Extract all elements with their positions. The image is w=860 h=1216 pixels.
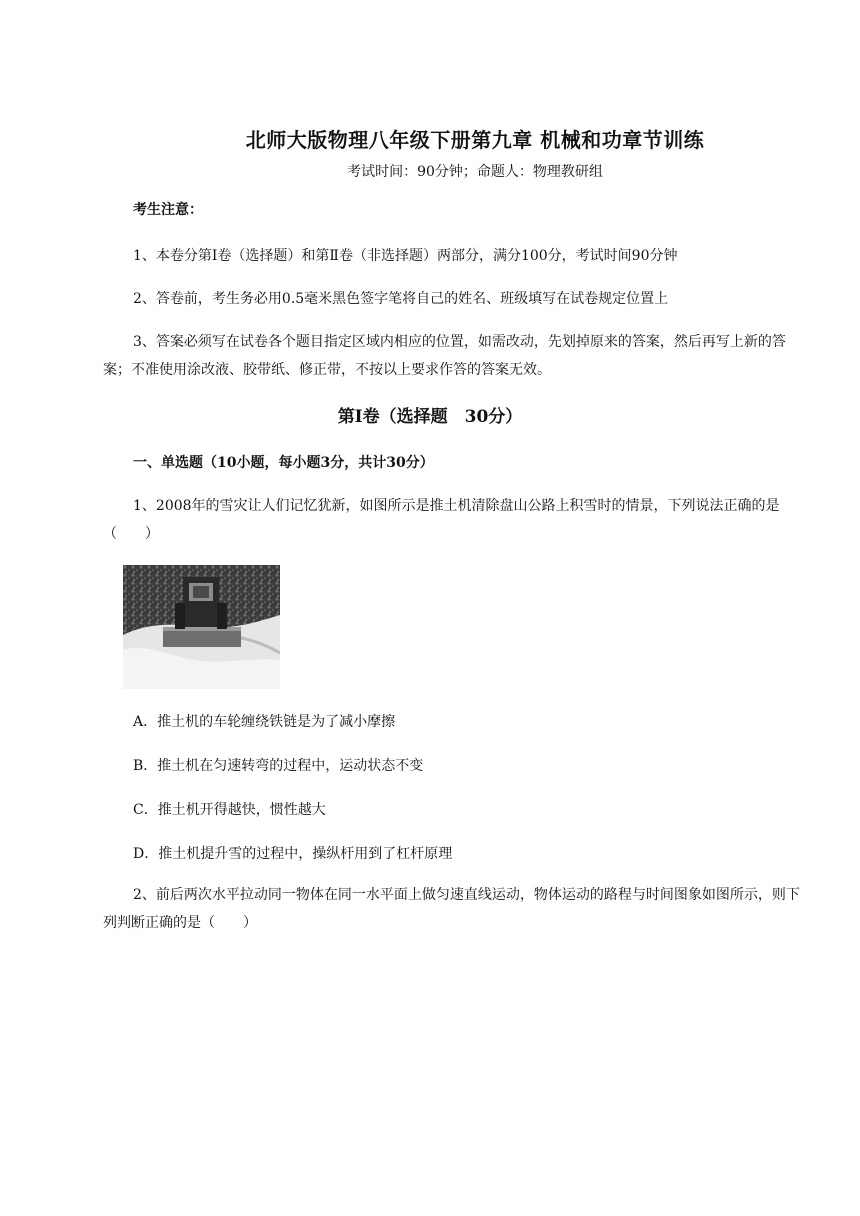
notice-item-2: 2、答卷前，考生务必用0.5毫米黑色签字笔将自己的姓名、班级填写在试卷规定位置上 — [133, 291, 669, 307]
page-title: 北师大版物理八年级下册第九章 机械和功章节训练 — [245, 128, 705, 152]
question-2-stem: 2、前后两次水平拉动同一物体在同一水平面上做匀速直线运动，物体运动的路程与时间图象如图所示，则下列判断正确的是（ ） — [103, 887, 800, 931]
question-1-option-d: D．推土机提升雪的过程中，操纵杆用到了杠杆原理 — [133, 846, 453, 862]
question-1-option-b: B．推土机在匀速转弯的过程中，运动状态不变 — [133, 758, 424, 774]
notice-item-3: 3、答案必须写在试卷各个题目指定区域内相应的位置，如需改动，先划掉原来的答案，然后再写上新的答案；不准使用涂改液、胶带纸、修正带，不按以上要求作答的答案无效。 — [103, 334, 786, 378]
subsection-title: 一、单选题（10小题，每小题3分，共计30分） — [133, 455, 434, 471]
question-1-option-c: C．推土机开得越快，惯性越大 — [133, 802, 326, 818]
notice-label: 考生注意： — [133, 202, 203, 218]
question-1-stem: 1、2008年的雪灾让人们记忆犹新，如图所示是推土机清除盘山公路上积雪时的情景，下列说法正确的是（ ） — [103, 498, 780, 542]
exam-info: 考试时间：90分钟；命题人：物理教研组 — [347, 164, 603, 180]
notice-item-1: 1、本卷分第Ⅰ卷（选择题）和第Ⅱ卷（非选择题）两部分，满分100分，考试时间90分钟 — [133, 248, 678, 264]
bulldozer-photo — [123, 565, 280, 689]
section-title: 第Ⅰ卷（选择题 30分） — [337, 407, 523, 427]
question-1-option-a: A．推土机的车轮缠绕铁链是为了减小摩擦 — [133, 714, 396, 730]
